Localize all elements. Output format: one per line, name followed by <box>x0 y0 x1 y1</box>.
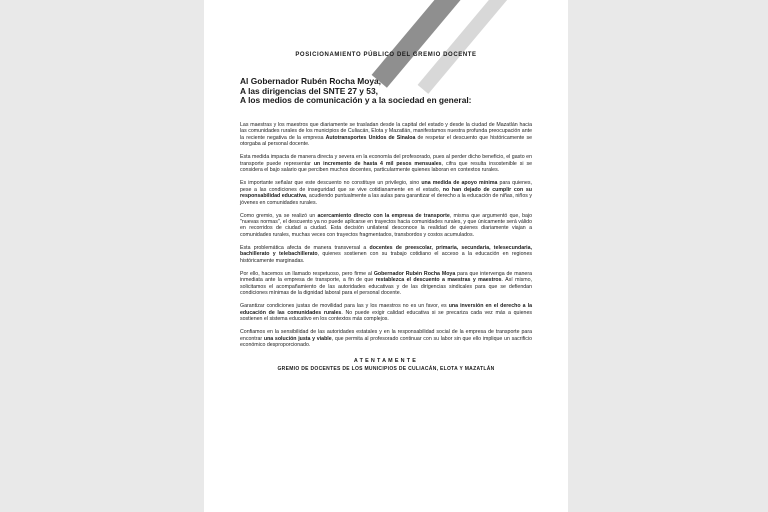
paragraph-text: , cifra que resulta insostenible si se considera el bajo salario que perciben muchos docentes, particularmente quienes laboran en contextos rurales. <box>240 160 532 174</box>
body-paragraph <box>240 245 532 264</box>
paragraph-text: Garantizar condiciones justas de movilidad para las y los maestros no es un favor, es <box>240 303 449 310</box>
addressee-block <box>240 77 480 106</box>
paragraph-text: , que permita al profesorado continuar con su labor sin que ello implique un sacrificio económico desproporcionado. <box>240 335 533 349</box>
paragraph-text: . No puede exigir calidad educativa si se precariza cada vez más a quienes sostienen el sistema educativo en los contextos más complejos. <box>240 309 532 323</box>
body-paragraph <box>240 180 532 206</box>
paragraph-text: Es importante señalar que este descuento no constituye un privilegio, sino <box>240 180 422 187</box>
paragraph-text: Confiamos en la sensibilidad de las autoridades estatales y en la responsabilidad social de la empresa de transporte para encontrar <box>240 329 532 342</box>
body-paragraph <box>240 329 532 348</box>
emphasis-text: no han dejado de cumplir con su responsabilidad educativa <box>240 186 532 200</box>
document-title: POSICIONAMIENTO PÚBLICO DEL GREMIO DOCENTE <box>295 52 477 58</box>
emphasis-text: una medida de apoyo mínima <box>421 180 498 187</box>
emphasis-text: restablezca el descuento a maestras y maestros <box>375 277 502 284</box>
signature-organization: GREMIO DE DOCENTES DE LOS MUNICIPIOS DE CULIACÁN, ELOTA Y MAZATLÁN <box>277 365 495 372</box>
body-paragraph <box>240 154 532 173</box>
addressee-line: A los medios de comunicación y a la sociedad en general: <box>240 95 472 106</box>
paragraph-text: para que intervenga de manera inmediata ante la empresa de transporte, a fin de que <box>240 270 532 284</box>
paragraph-text: Como gremio, ya se realizó un <box>240 212 318 219</box>
addressee-line: Al Gobernador Rubén Rocha Moya, <box>240 76 381 86</box>
document-content <box>240 52 532 372</box>
paragraph-text: , acudiendo puntualmente a las aulas para garantizar el derecho a la educación de niñas, niños y jóvenes en comunidades rurales. <box>240 193 532 206</box>
document-page <box>204 0 568 512</box>
emphasis-text: una solución justa y viable <box>263 335 332 342</box>
emphasis-text: Gobernador Rubén Rocha Moya <box>373 270 456 277</box>
body-paragraphs <box>240 122 532 349</box>
body-paragraph <box>240 122 532 148</box>
paragraph-text: de respetar el descuento que históricamente se otorgaba al personal docente. <box>240 134 532 148</box>
body-paragraph <box>240 303 532 322</box>
body-paragraph <box>240 213 532 239</box>
emphasis-text: Autotransportes Unidos de Sinaloa <box>325 134 416 141</box>
emphasis-text: acercamiento directo con la empresa de transporte <box>317 212 450 219</box>
paragraph-text: Esta medida impacta de manera directa y severa en la economía del profesorado, pues al perder dicho beneficio, el gasto en transporte puede representar <box>240 154 532 167</box>
emphasis-text: una inversión en el derecho a la educación de las comunidades rurales <box>240 303 532 316</box>
paragraph-text: Las maestras y los maestros que diariamente se trasladan desde la capital del estado y desde la ciudad de Mazatlán hacia las comunidades rurales de los municipios de Culiacán, Elota y Mazatlán, manifestamos nuestra profunda preocupación ante la reciente negativa de la empresa <box>240 121 532 141</box>
closing-text: ATENTAMENTE <box>353 357 419 364</box>
body-paragraph <box>240 271 532 297</box>
paragraph-text: para quienes, pese a las condiciones de inseguridad que se vive cotidianamente en el estado, <box>240 180 533 193</box>
paragraph-text: Esta problemática afecta de manera transversal a <box>240 244 370 251</box>
emphasis-text: docentes de preescolar, primaria, secundaria, telesecundaria, bachillerato y telebachillerato <box>240 244 533 258</box>
addressee-line: A las dirigencias del SNTE 27 y 53, <box>240 85 378 96</box>
paragraph-text: , quienes sostienen con su trabajo cotidiano el acceso a la educación en regiones históricamente marginadas. <box>240 251 532 264</box>
paragraph-text: Por ello, hacemos un llamado respetuoso, pero firme al <box>240 270 374 277</box>
paragraph-text: , misma que argumentó que, bajo "nuevas normas", el descuento ya no puede aplicarse en trayectos hacia comunidades rurales, y que únicamente será válido en recorridos de ciudad a ciudad. Esta decisión unilateral desconoce la realidad de quienes diariamente viajan a comunidades rurales, muchas veces con trayectos fragmentados, transbordos y costos acumulados. <box>240 212 532 238</box>
emphasis-text: un incremento de hasta 4 mil pesos mensuales <box>313 160 442 167</box>
paragraph-text: . Así mismo, solicitamos el acompañamiento de las autoridades educativas y de las dirigencias sindicales para que se defiendan condiciones mínimas de la dignidad laboral para el personal docente. <box>240 277 533 297</box>
